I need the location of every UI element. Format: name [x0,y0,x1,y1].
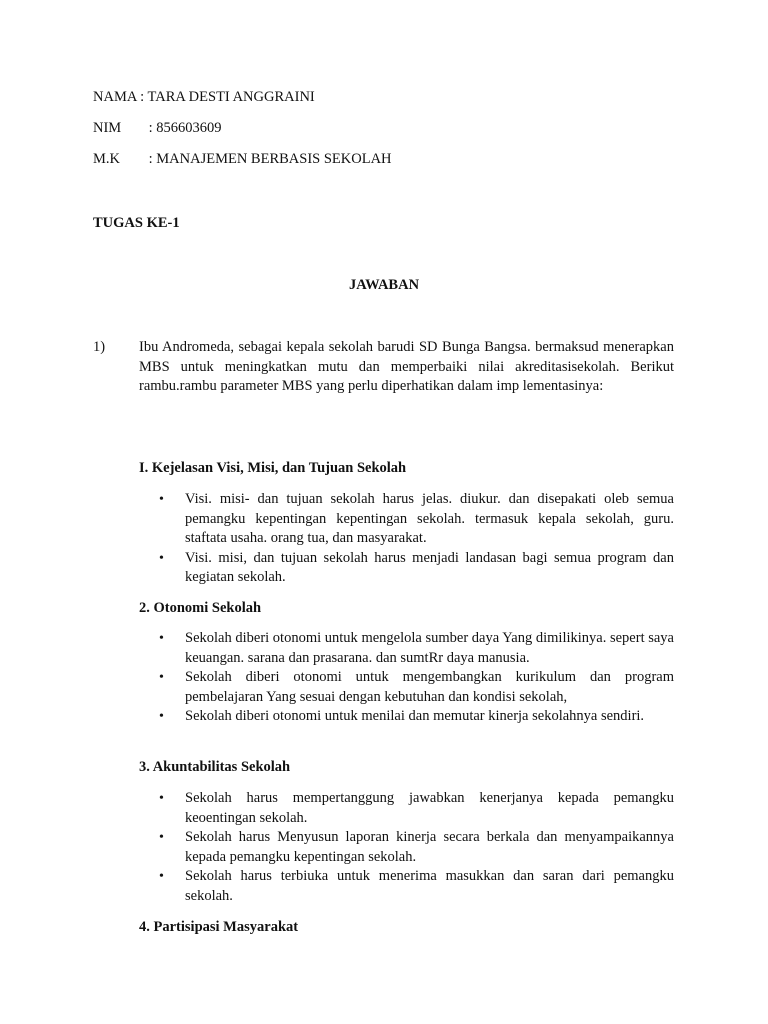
student-name-line [93,88,315,106]
assignment-title: TUGAS KE-1 [93,215,180,231]
list-item [139,867,674,906]
answer-heading: JAWABAN [348,277,420,293]
list-item [139,668,674,707]
course-line [93,150,392,168]
section-heading: I. Kejelasan Visi, Misi, dan Tujuan Sekolah [139,460,407,476]
bullet-icon: • [159,492,164,507]
nim-separator: : [148,120,153,136]
question-text: Ibu Andromeda, sebagai kepala sekolah barudi SD Bunga Bangsa. bermaksud menerapkan MBS untuk meningkatkan mutu dan memperbaiki nilai akreditasisekolah. Berikut rambu.rambu parameter MBS yang perlu diperhatikan dalam imp lementasinya: [139,339,674,394]
bullet-icon: • [159,830,164,845]
name-separator: : [140,89,145,105]
list-item [139,490,674,549]
question-number: 1) [93,339,106,355]
course-label: M.K [93,151,120,167]
list-item [139,707,674,727]
course-separator: : [148,151,153,167]
bullet-list [139,789,674,906]
bullet-icon: • [159,631,164,646]
list-item-text: Visi. misi- dan tujuan sekolah harus jelas. diukur. dan disepakati oleb semua pemangku kepentingan kepentingan sekolah. termasuk kepala sekolah, guru. staftata usaha. orang tua, dan masyarakat. [185,491,674,546]
name-label: NAMA [93,89,137,105]
list-item-text: Sekolah diberi otonomi untuk mengelola sumber daya Yang dimilikinya. sepert saya keuangan. sarana dan prasarana. dan sumtRr daya manusia. [185,630,674,666]
bullet-list [139,490,674,588]
name-value: TARA DESTI ANGGRAINI [147,89,315,105]
list-item-text: Sekolah harus Menyusun laporan kinerja secara berkala dan menyampaikannya kepada pemangku kepentingan sekolah. [185,829,674,865]
list-item [139,789,674,828]
list-item [139,629,674,668]
nim-value: 856603609 [156,120,222,136]
list-item-text: Sekolah harus terbiuka untuk menerima masukkan dan saran dari pemangku sekolah. [185,868,674,904]
bullet-icon: • [159,791,164,806]
bullet-icon: • [159,869,164,884]
bullet-list [139,629,674,727]
list-item-text: Sekolah harus mempertanggung jawabkan kenerjanya kepada pemangku keoentingan sekolah. [185,790,674,826]
course-value: MANAJEMEN BERBASIS SEKOLAH [156,151,392,167]
nim-label: NIM [93,120,122,136]
list-item [139,549,674,588]
list-item-text: Sekolah diberi otonomi untuk menilai dan memutar kinerja sekolahnya sendiri. [185,708,645,724]
bullet-icon: • [159,550,164,566]
student-id-line [93,119,222,137]
section-heading: 3. Akuntabilitas Sekolah [139,759,291,775]
list-item [139,828,674,867]
list-item-text: Visi. misi, dan tujuan sekolah harus menjadi landasan bagi semua program dan kegiatan sekolah. [185,549,674,585]
bullet-icon: • [159,670,164,685]
section-heading: 2. Otonomi Sekolah [139,600,262,616]
list-item-text: Sekolah diberi otonomi untuk mengembangkan kurikulum dan program pembelajaran Yang sesuai dengan kebutuhan dan kondisi sekolah, [185,669,674,705]
section-heading: 4. Partisipasi Masyarakat [139,919,299,935]
bullet-icon: • [159,709,164,724]
